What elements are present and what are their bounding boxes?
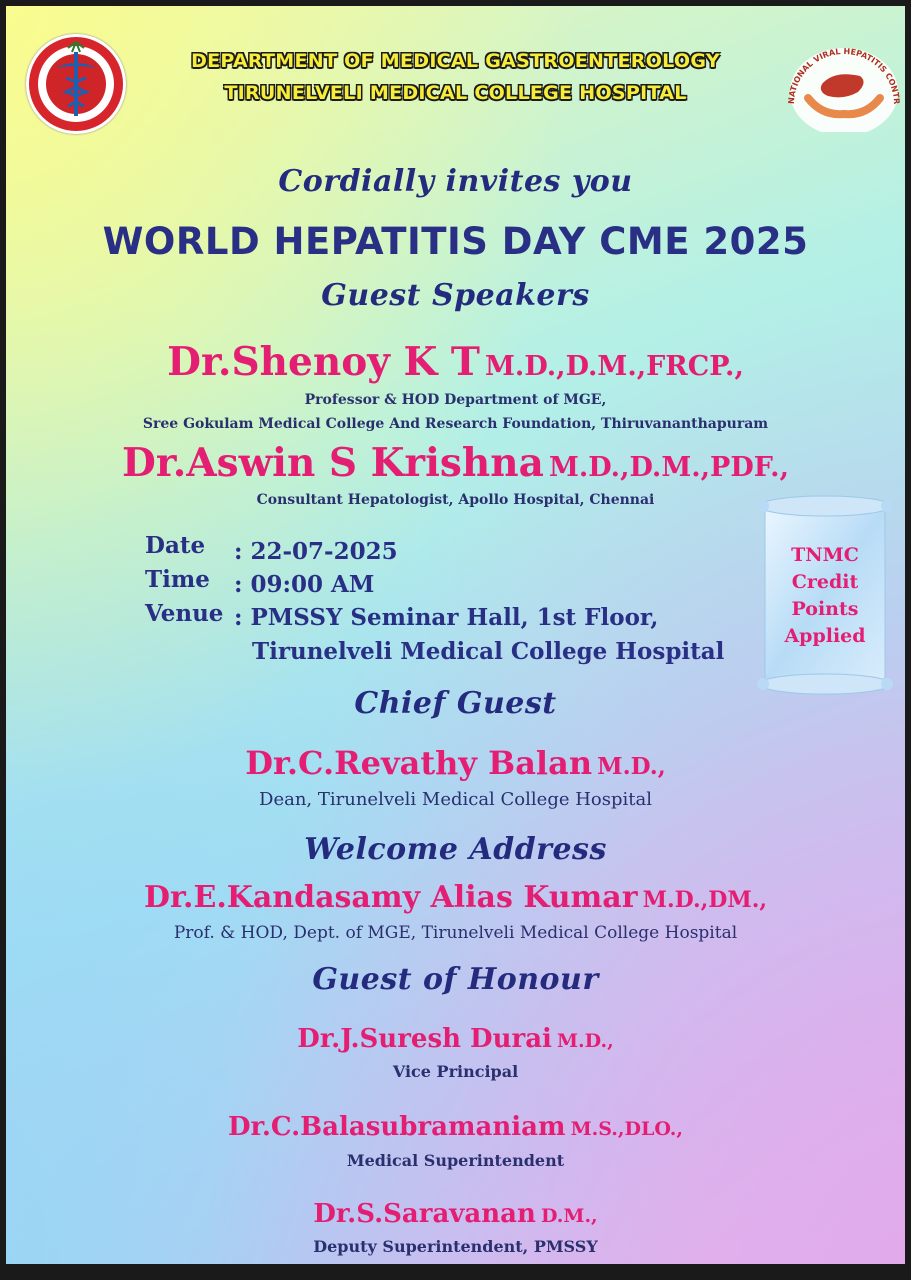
welcome-heading: Welcome Address bbox=[304, 832, 607, 867]
credit-line-3: Points bbox=[791, 598, 859, 620]
header-hospital: TIRUNELVELI MEDICAL COLLEGE HOSPITAL bbox=[224, 82, 687, 104]
event-title: WORLD HEPATITIS DAY CME 2025 bbox=[102, 220, 809, 263]
credit-line-1: TNMC bbox=[791, 544, 859, 566]
honour-heading: Guest of Honour bbox=[312, 962, 599, 997]
honour-guest-3 bbox=[6, 1199, 905, 1229]
credit-line-2: Credit bbox=[791, 571, 859, 593]
speaker-degree: M.D.,D.M.,PDF., bbox=[548, 452, 789, 483]
speaker-2 bbox=[6, 440, 905, 486]
guest-speakers-heading: Guest Speakers bbox=[321, 278, 590, 313]
header-department: DEPARTMENT OF MEDICAL GASTROENTEROLOGY bbox=[191, 50, 720, 72]
speaker-2-desc1: Consultant Hepatologist, Apollo Hospital, Chennai bbox=[256, 492, 655, 508]
invitation-poster bbox=[6, 6, 905, 1264]
welcome-degree: M.D.,DM., bbox=[642, 887, 768, 913]
chief-guest-degree: M.D., bbox=[597, 753, 666, 780]
speaker-1 bbox=[6, 339, 905, 385]
chief-guest bbox=[6, 744, 905, 782]
invite-text: Cordially invites you bbox=[278, 164, 633, 199]
date-label: Date bbox=[145, 532, 206, 559]
welcome-name: Dr.E.Kandasamy Alias Kumar bbox=[143, 880, 638, 915]
chief-guest-desc: Dean, Tirunelveli Medical College Hospital bbox=[259, 789, 652, 810]
date-value: : 22-07-2025 bbox=[234, 538, 398, 565]
venue-label: Venue bbox=[145, 600, 224, 627]
speaker-name: Dr.Aswin S Krishna bbox=[122, 440, 544, 486]
honour-name: Dr.J.Suresh Durai bbox=[297, 1024, 552, 1054]
speaker-name: Dr.Shenoy K T bbox=[167, 339, 480, 385]
speaker-1-desc1: Professor & HOD Department of MGE, bbox=[304, 392, 607, 408]
time-label: Time bbox=[145, 566, 210, 593]
venue-value-line2: Tirunelveli Medical College Hospital bbox=[252, 638, 725, 665]
honour-desc-1: Vice Principal bbox=[392, 1062, 519, 1081]
honour-degree: M.D., bbox=[557, 1030, 614, 1052]
venue-value: : PMSSY Seminar Hall, 1st Floor, bbox=[234, 604, 659, 631]
chief-guest-heading: Chief Guest bbox=[354, 686, 557, 721]
credit-points-text bbox=[755, 542, 895, 650]
speaker-1-desc2: Sree Gokulam Medical College And Research Foundation, Thiruvananthapuram bbox=[142, 416, 769, 432]
honour-degree: M.S.,DLO., bbox=[570, 1118, 684, 1140]
credit-line-4: Applied bbox=[784, 625, 866, 647]
speaker-degree: M.D.,D.M.,FRCP., bbox=[485, 351, 744, 382]
chief-guest-name: Dr.C.Revathy Balan bbox=[245, 744, 593, 782]
honour-name: Dr.C.Balasubramaniam bbox=[227, 1112, 566, 1142]
honour-degree: D.M., bbox=[541, 1205, 598, 1227]
liver-hands-icon bbox=[782, 34, 904, 132]
welcome-speaker bbox=[6, 880, 905, 915]
svg-text:NATIONAL VIRAL HEPATITIS CONTR: NATIONAL VIRAL HEPATITIS CONTR bbox=[786, 46, 902, 105]
time-value: : 09:00 AM bbox=[234, 571, 375, 598]
honour-name: Dr.S.Saravanan bbox=[313, 1199, 536, 1229]
honour-guest-1 bbox=[6, 1024, 905, 1054]
welcome-desc: Prof. & HOD, Dept. of MGE, Tirunelveli Medical College Hospital bbox=[173, 923, 738, 943]
honour-desc-3: Deputy Superintendent, PMSSY bbox=[313, 1237, 598, 1256]
honour-desc-2: Medical Superintendent bbox=[346, 1151, 565, 1170]
honour-guest-2 bbox=[6, 1112, 905, 1142]
